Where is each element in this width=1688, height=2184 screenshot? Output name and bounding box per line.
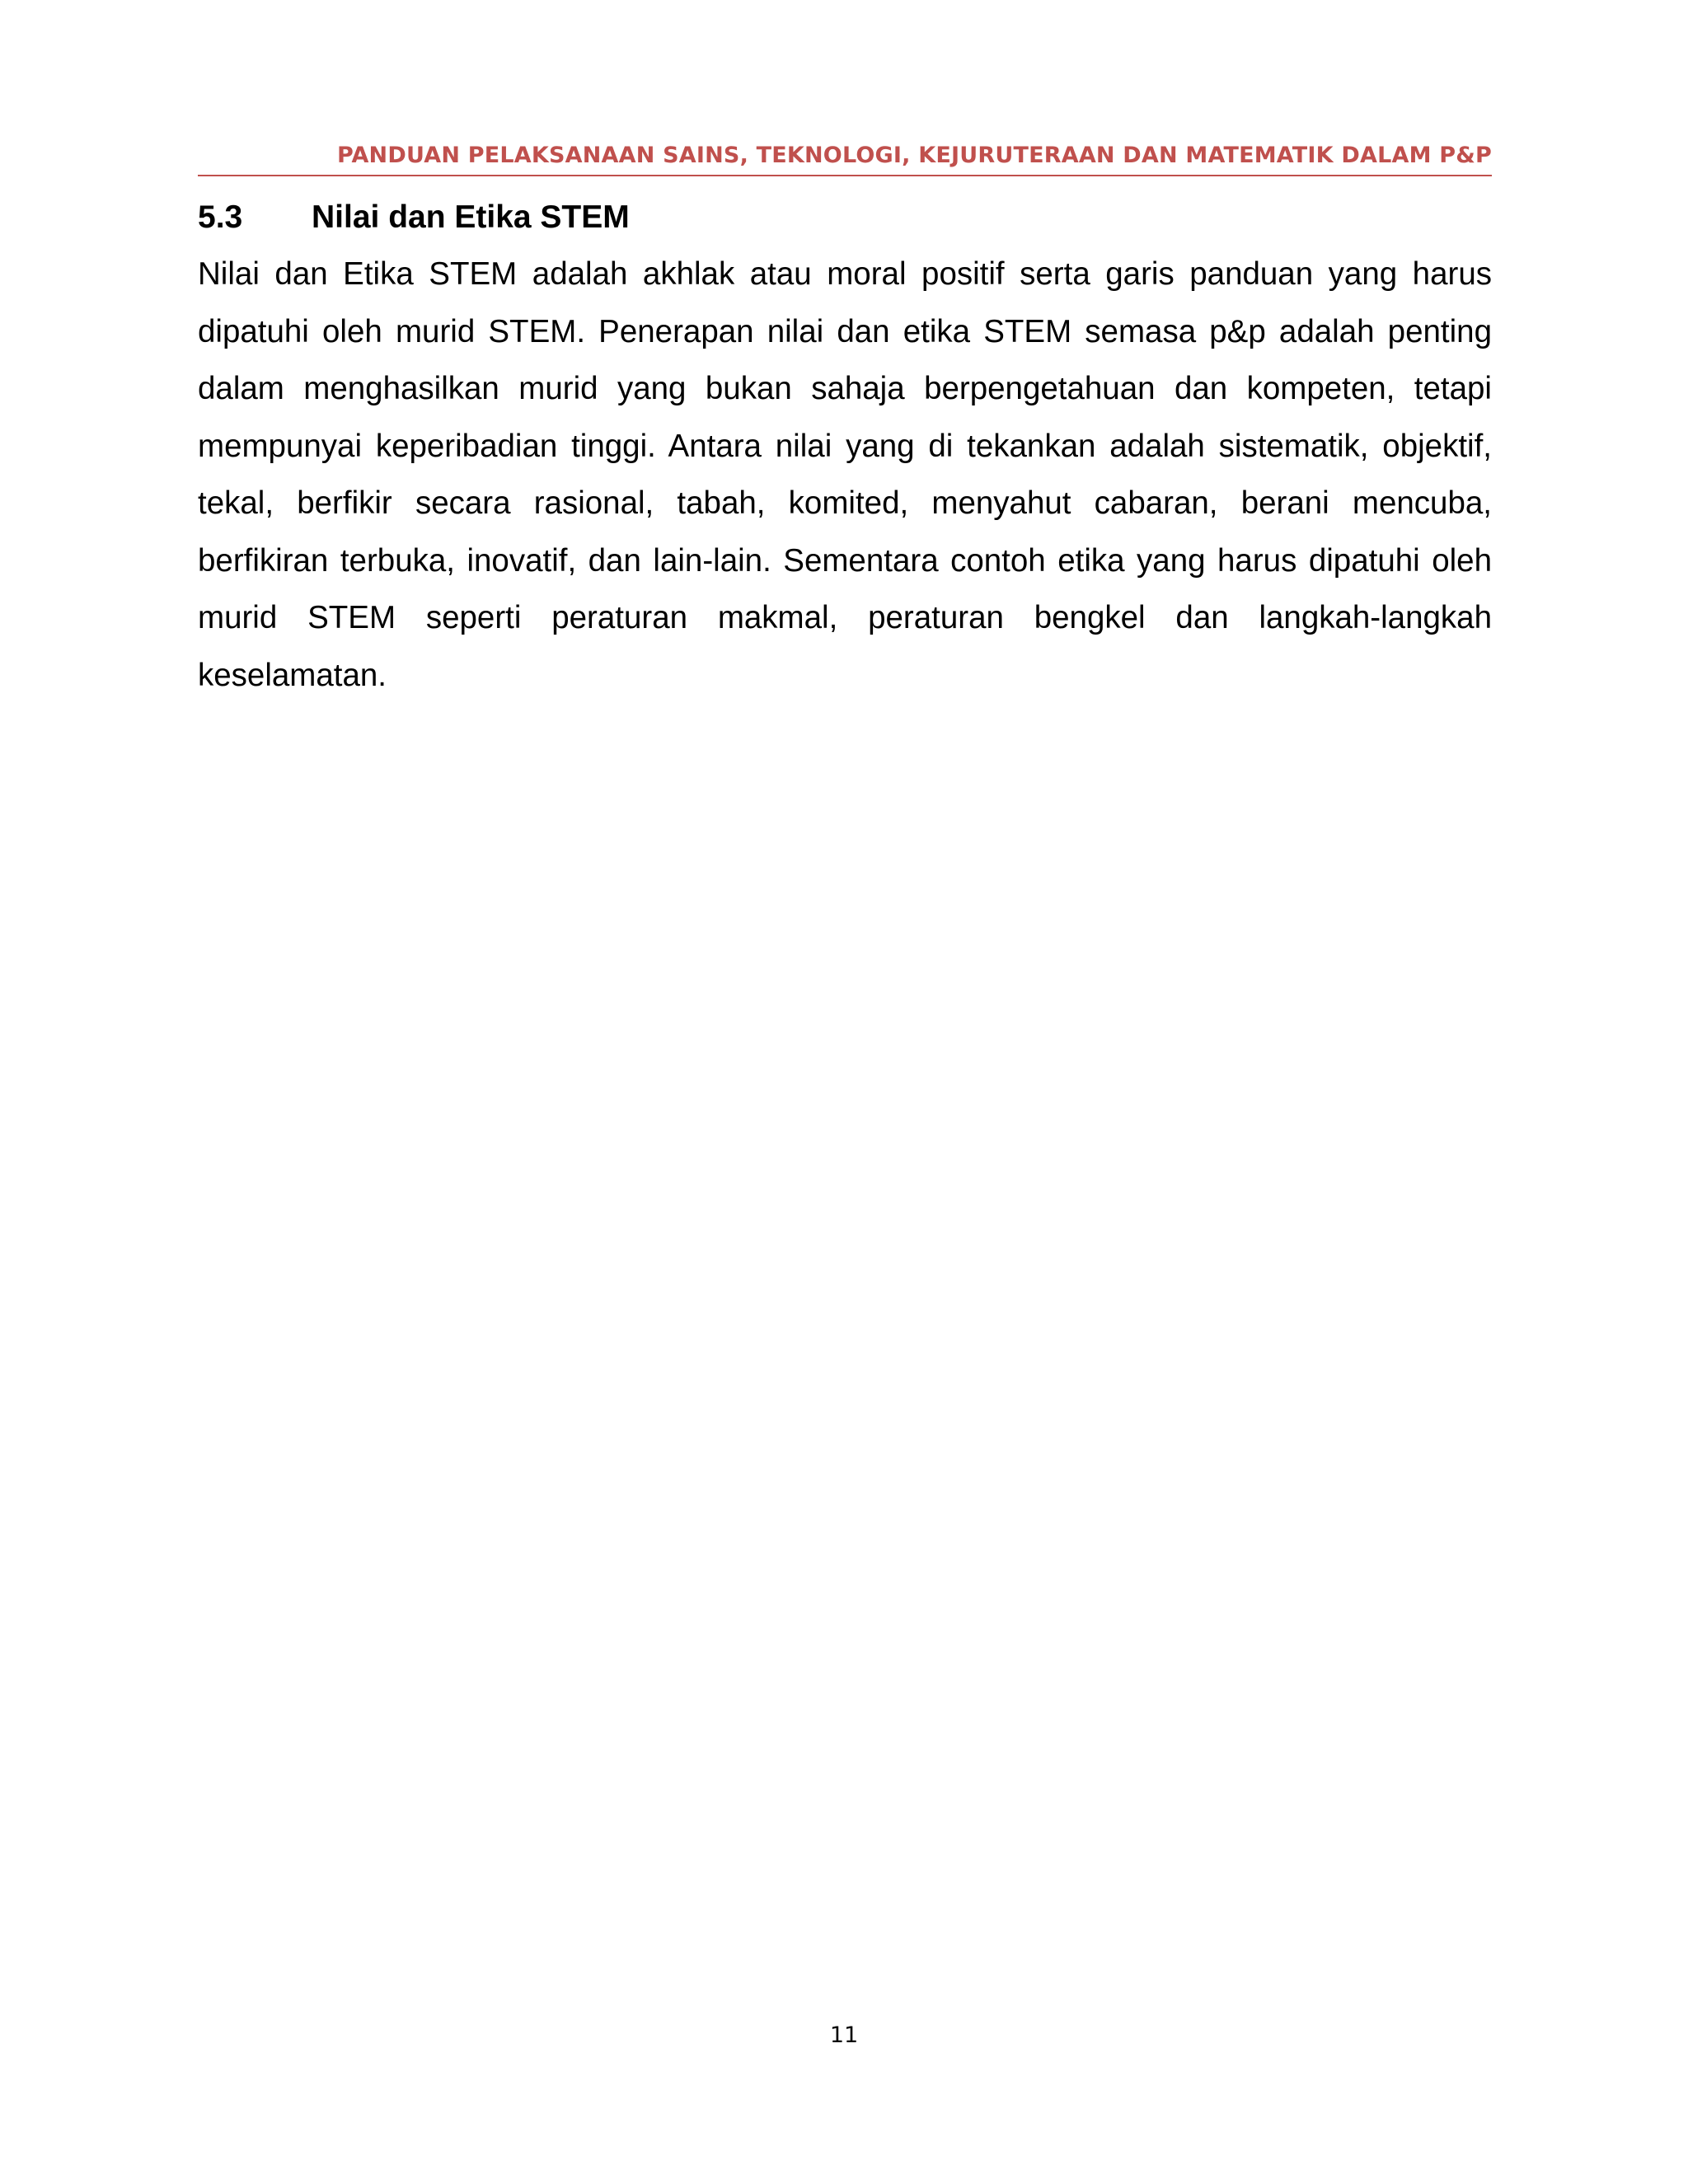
- section-title: Nilai dan Etika STEM: [312, 199, 630, 235]
- section-number: 5.3: [198, 199, 243, 235]
- section-heading: [198, 196, 630, 239]
- body-paragraph: Nilai dan Etika STEM adalah akhlak atau moral positif serta garis panduan yang harus dipatuhi oleh murid STEM. Penerapan nilai dan etika STEM semasa p&p adalah penting dalam menghasilkan murid yang bukan sahaja berpengetahuan dan kompeten, tetapi mempunyai keperibadian tinggi. Antara nilai yang di tekankan adalah sistematik, objektif, tekal, berfikir secara rasional, tabah, komited, menyahut cabaran, berani mencuba, berfikiran terbuka, inovatif, dan lain-lain. Sementara contoh etika yang harus dipatuhi oleh murid STEM seperti peraturan makmal, peraturan bengkel dan langkah-langkah keselamatan.: [198, 256, 1492, 693]
- page-number: 11: [829, 2022, 859, 2048]
- running-header: PANDUAN PELAKSANAAN SAINS, TEKNOLOGI, KEJURUTERAAN DAN MATEMATIK DALAM P&P: [198, 137, 1492, 176]
